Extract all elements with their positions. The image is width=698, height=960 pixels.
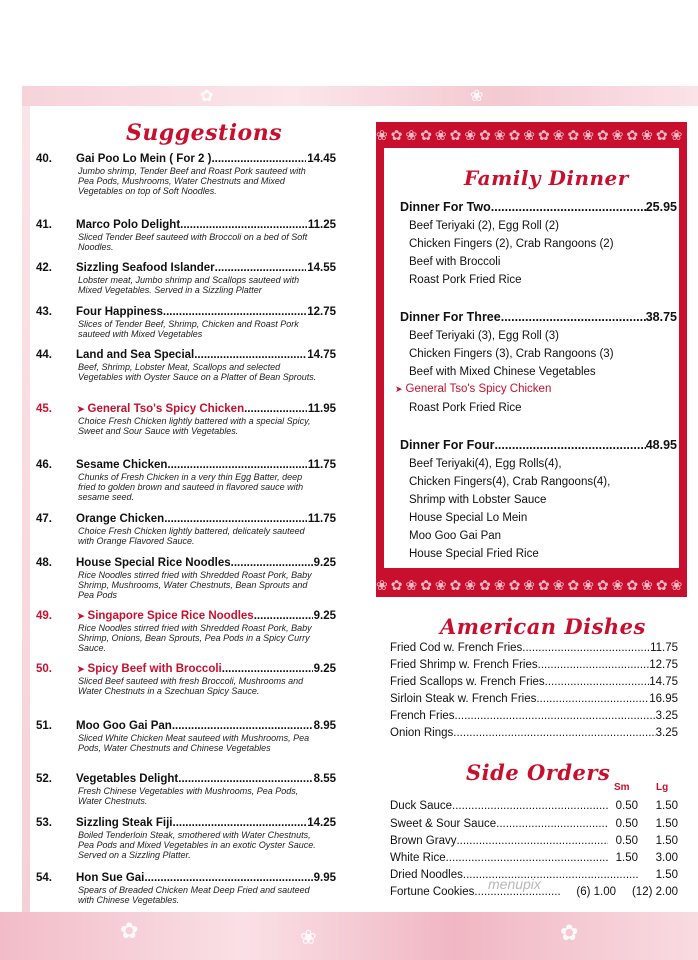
item-name: Marco Polo Delight bbox=[76, 219, 181, 231]
dinner-item: Beef Teriyaki(4), Egg Rolls(4), bbox=[409, 458, 562, 470]
item-price: 3.25 bbox=[655, 727, 678, 739]
menu-item bbox=[36, 773, 336, 806]
item-description: Rice Noodles stirred fried with Shredded Roast Pork, Baby Shrimp, Mushrooms, Water Chestnuts, Bean Sprouts and Pea Pods bbox=[78, 570, 312, 600]
item-price-large: 1.50 bbox=[655, 835, 678, 847]
item-description: Lobster meat, Jumbo shrimp and Scallops sauteed with Mixed Vegetables. Served in a Sizzling Platter bbox=[78, 275, 300, 295]
item-price: 9.25 bbox=[313, 663, 336, 675]
dinner-heading bbox=[400, 438, 677, 452]
item-price: 14.75 bbox=[307, 349, 336, 361]
item-price-small: 0.50 bbox=[615, 835, 638, 847]
family-dinner-panel bbox=[384, 148, 679, 568]
small-size-header: Sm bbox=[614, 782, 630, 793]
american-item bbox=[390, 642, 678, 655]
top-decorative-band bbox=[22, 86, 698, 106]
dinner-name: Dinner For Four bbox=[400, 438, 495, 452]
dinner-item: Shrimp with Lobster Sauce bbox=[409, 494, 547, 506]
dinner-item: Beef with Mixed Chinese Vegetables bbox=[409, 366, 596, 378]
dinner-item: Beef with Broccoli bbox=[409, 256, 501, 268]
item-number: 47. bbox=[36, 513, 52, 525]
item-number: 48. bbox=[36, 557, 52, 569]
item-description: Rice Noodles stirred fried with Shredded Roast Pork, Baby Shrimp, Onions, Bean Sprouts, Pea Pods in a Spicy Curry Sauce. bbox=[78, 623, 312, 653]
item-description: Choice Fresh Chicken lightly battered with a special Spicy, Sweet and Sour Sauce with Vegetables. bbox=[78, 416, 311, 436]
dinner-item: Chicken Fingers(4), Crab Rangoons(4), bbox=[409, 476, 611, 488]
menu-item bbox=[36, 403, 336, 436]
dinner-item: Roast Pork Fried Rice bbox=[409, 274, 522, 286]
item-price-small: 1.50 bbox=[615, 852, 638, 864]
item-description: Sliced Beef sauteed with fresh Broccoli, Mushrooms and Water Chestnuts in a Szechuan Spicy Sauce. bbox=[78, 676, 304, 696]
dinner-price: 48.95 bbox=[645, 438, 677, 452]
menu-item bbox=[36, 663, 336, 696]
item-description: Jumbo shrimp, Tender Beef and Roast Pork sauteed with Pea Pods, Mushrooms, Water Chestnuts and Mixed Vegetables on top of Soft Noodles. bbox=[78, 166, 306, 196]
item-number: 53. bbox=[36, 817, 52, 829]
menu-item bbox=[36, 349, 336, 382]
flower-icon: ✿ bbox=[200, 88, 214, 105]
menu-item bbox=[36, 720, 336, 753]
menu-item bbox=[36, 872, 336, 905]
dinner-item: Beef Teriyaki (3), Egg Roll (3) bbox=[409, 330, 559, 342]
item-price: 14.45 bbox=[307, 153, 336, 165]
dinner-price: 25.95 bbox=[645, 200, 677, 214]
item-price: 14.55 bbox=[307, 262, 336, 274]
large-size-header: Lg bbox=[656, 782, 669, 793]
family-dinner-title: Family Dinner bbox=[464, 166, 629, 190]
item-number: 52. bbox=[36, 773, 52, 785]
item-price: 8.95 bbox=[313, 720, 336, 732]
item-description: Boiled Tenderloin Steak, smothered with Water Chestnuts, Pea Pods and Mixed Vegetables in an exotic Oyster Sauce. Served on a Sizzling Platter. bbox=[78, 830, 316, 860]
side-order-item bbox=[390, 835, 678, 848]
item-price: 12.75 bbox=[307, 306, 336, 318]
dinner-item-highlight bbox=[394, 383, 551, 395]
item-description: Sliced White Chicken Meat sauteed with Mushrooms, Pea Pods, Water Chestnuts and Chinese Vegetables bbox=[78, 733, 310, 753]
item-price-large: 3.00 bbox=[655, 852, 678, 864]
item-price: 14.25 bbox=[307, 817, 336, 829]
item-price-large: 1.50 bbox=[655, 818, 678, 830]
item-price: 12.75 bbox=[649, 659, 678, 671]
flower-icon: ❀ bbox=[470, 88, 484, 105]
dinner-price: 38.75 bbox=[645, 310, 677, 324]
item-description: Sliced Tender Beef sauteed with Broccoli on a bed of Soft Noodles. bbox=[78, 232, 308, 252]
item-name: Fried Shrimp w. French Fries bbox=[390, 659, 538, 671]
item-price-small: 0.50 bbox=[615, 800, 638, 812]
item-number: 54. bbox=[36, 872, 52, 884]
american-item bbox=[390, 710, 678, 723]
side-order-item bbox=[390, 800, 678, 813]
item-price-large: (12) 2.00 bbox=[631, 886, 678, 898]
item-price: 9.25 bbox=[313, 557, 336, 569]
item-name: House Special Rice Noodles bbox=[76, 557, 231, 569]
item-name: White Rice bbox=[390, 852, 446, 864]
item-price-large: 1.50 bbox=[655, 800, 678, 812]
item-name: Orange Chicken bbox=[76, 513, 165, 525]
item-price-small: 0.50 bbox=[615, 818, 638, 830]
item-name: Duck Sauce bbox=[390, 800, 453, 812]
dinner-item: Moo Goo Gai Pan bbox=[409, 530, 502, 542]
dinner-item: House Special Lo Mein bbox=[409, 512, 528, 524]
item-number: 51. bbox=[36, 720, 52, 732]
item-price: 11.75 bbox=[307, 513, 336, 525]
item-number: 41. bbox=[36, 219, 52, 231]
item-price: 11.25 bbox=[307, 219, 336, 231]
dinner-item: Roast Pork Fried Rice bbox=[409, 402, 522, 414]
american-item bbox=[390, 727, 678, 740]
american-dishes-title: American Dishes bbox=[440, 614, 646, 639]
dinner-item: Chicken Fingers (3), Crab Rangoons (3) bbox=[409, 348, 614, 360]
item-description: Fresh Chinese Vegetables with Mushrooms, Pea Pods, Water Chestnuts. bbox=[78, 786, 299, 806]
item-price: 9.95 bbox=[313, 872, 336, 884]
item-name: Spicy Beef with Broccoli bbox=[87, 663, 222, 675]
menu-item bbox=[36, 219, 336, 252]
dinner-item: Chicken Fingers (2), Crab Rangoons (2) bbox=[409, 238, 614, 250]
item-name: Sirloin Steak w. French Fries bbox=[390, 693, 537, 705]
item-number: 45. bbox=[36, 403, 52, 415]
item-description: Slices of Tender Beef, Shrimp, Chicken and Roast Pork sauteed with Mixed Vegetables bbox=[78, 319, 299, 339]
arrow-icon: ➤ bbox=[77, 404, 85, 414]
item-name: Brown Gravy bbox=[390, 835, 457, 847]
item-price: 14.75 bbox=[649, 676, 678, 688]
item-price: 8.55 bbox=[313, 773, 336, 785]
left-decorative-band bbox=[22, 106, 30, 912]
dinner-item: Beef Teriyaki (2), Egg Roll (2) bbox=[409, 220, 559, 232]
family-dinner-box bbox=[376, 122, 687, 597]
menu-item bbox=[36, 513, 336, 546]
item-name: Vegetables Delight bbox=[76, 773, 179, 785]
arrow-icon: ➤ bbox=[77, 664, 85, 674]
american-item bbox=[390, 659, 678, 672]
item-description: Spears of Breaded Chicken Meat Deep Fried and sauteed with Chinese Vegetables. bbox=[78, 885, 310, 905]
menu-item bbox=[36, 262, 336, 295]
item-description: Beef, Shrimp, Lobster Meat, Scallops and selected Vegetables with Oyster Sauce on a Platter of Bean Sprouts. bbox=[78, 362, 317, 382]
item-name: Fried Cod w. French Fries bbox=[390, 642, 523, 654]
item-price: 16.95 bbox=[649, 693, 678, 705]
item-price: 11.75 bbox=[650, 642, 678, 654]
item-name: Moo Goo Gai Pan bbox=[76, 720, 172, 732]
floral-border-bottom: ❀✿❀✿❀✿❀✿❀✿❀✿❀✿❀✿❀✿❀✿❀ bbox=[376, 577, 686, 593]
item-name: Hon Sue Gai bbox=[76, 872, 145, 884]
item-name: Fried Scallops w. French Fries bbox=[390, 676, 545, 688]
item-name: Fortune Cookies bbox=[390, 886, 475, 898]
item-number: 44. bbox=[36, 349, 52, 361]
bottom-decorative-band bbox=[0, 912, 698, 960]
american-item bbox=[390, 693, 678, 706]
menu-item bbox=[36, 459, 336, 502]
watermark: menupix bbox=[488, 876, 541, 892]
item-name: French Fries bbox=[390, 710, 455, 722]
suggestions-title: Suggestions bbox=[126, 120, 283, 146]
item-number: 40. bbox=[36, 153, 52, 165]
menu-item bbox=[36, 153, 336, 196]
item-name: Sweet & Sour Sauce bbox=[390, 818, 497, 830]
flower-icon: ✿ bbox=[560, 920, 579, 945]
item-number: 49. bbox=[36, 610, 52, 622]
item-price-large: 1.50 bbox=[655, 869, 678, 881]
floral-border-top: ❀✿❀✿❀✿❀✿❀✿❀✿❀✿❀✿❀✿❀✿❀ bbox=[376, 127, 686, 143]
item-description: Chunks of Fresh Chicken in a very thin Egg Batter, deep fried to golden brown and sauteed in flavored sauce with sesame seed. bbox=[78, 472, 304, 502]
item-name: Onion Rings bbox=[390, 727, 454, 739]
arrow-icon: ➤ bbox=[395, 384, 403, 394]
item-number: 50. bbox=[36, 663, 52, 675]
item-name: Dried Noodles bbox=[390, 869, 463, 881]
item-price-small: (6) 1.00 bbox=[576, 886, 616, 898]
item-price: 11.75 bbox=[307, 459, 336, 471]
item-name: Gai Poo Lo Mein ( For 2 ) bbox=[76, 153, 212, 165]
item-name: Sizzling Seafood Islander bbox=[76, 262, 215, 274]
item-name: Land and Sea Special bbox=[76, 349, 195, 361]
item-description: Choice Fresh Chicken lightly battered, delicately sauteed with Orange Flavored Sauce. bbox=[78, 526, 305, 546]
american-item bbox=[390, 676, 678, 689]
item-name: Singapore Spice Rice Noodles bbox=[87, 610, 254, 622]
menu-item bbox=[36, 306, 336, 339]
flower-icon: ❀ bbox=[300, 927, 317, 949]
item-price: 9.25 bbox=[313, 610, 336, 622]
flower-icon: ✿ bbox=[120, 918, 139, 943]
item-name: Sizzling Steak Fiji bbox=[76, 817, 173, 829]
item-number: 42. bbox=[36, 262, 52, 274]
item-price: 3.25 bbox=[655, 710, 678, 722]
dinner-heading bbox=[400, 310, 677, 324]
item-price: 11.95 bbox=[307, 403, 336, 415]
item-name: Sesame Chicken bbox=[76, 459, 168, 471]
dinner-name: Dinner For Two bbox=[400, 200, 491, 214]
item-name: Four Happiness bbox=[76, 306, 163, 318]
menu-item bbox=[36, 817, 336, 860]
side-orders-title: Side Orders bbox=[466, 760, 611, 785]
dinner-name: Dinner For Three bbox=[400, 310, 501, 324]
dinner-item: House Special Fried Rice bbox=[409, 548, 539, 560]
item-number: 46. bbox=[36, 459, 52, 471]
item-number: 43. bbox=[36, 306, 52, 318]
item-name: General Tso's Spicy Chicken bbox=[87, 403, 245, 415]
menu-item bbox=[36, 610, 336, 653]
side-order-item bbox=[390, 852, 678, 865]
dinner-item-label: General Tso's Spicy Chicken bbox=[405, 383, 552, 395]
arrow-icon: ➤ bbox=[77, 611, 85, 621]
menu-item bbox=[36, 557, 336, 600]
dinner-heading bbox=[400, 200, 677, 214]
side-order-item bbox=[390, 818, 678, 831]
